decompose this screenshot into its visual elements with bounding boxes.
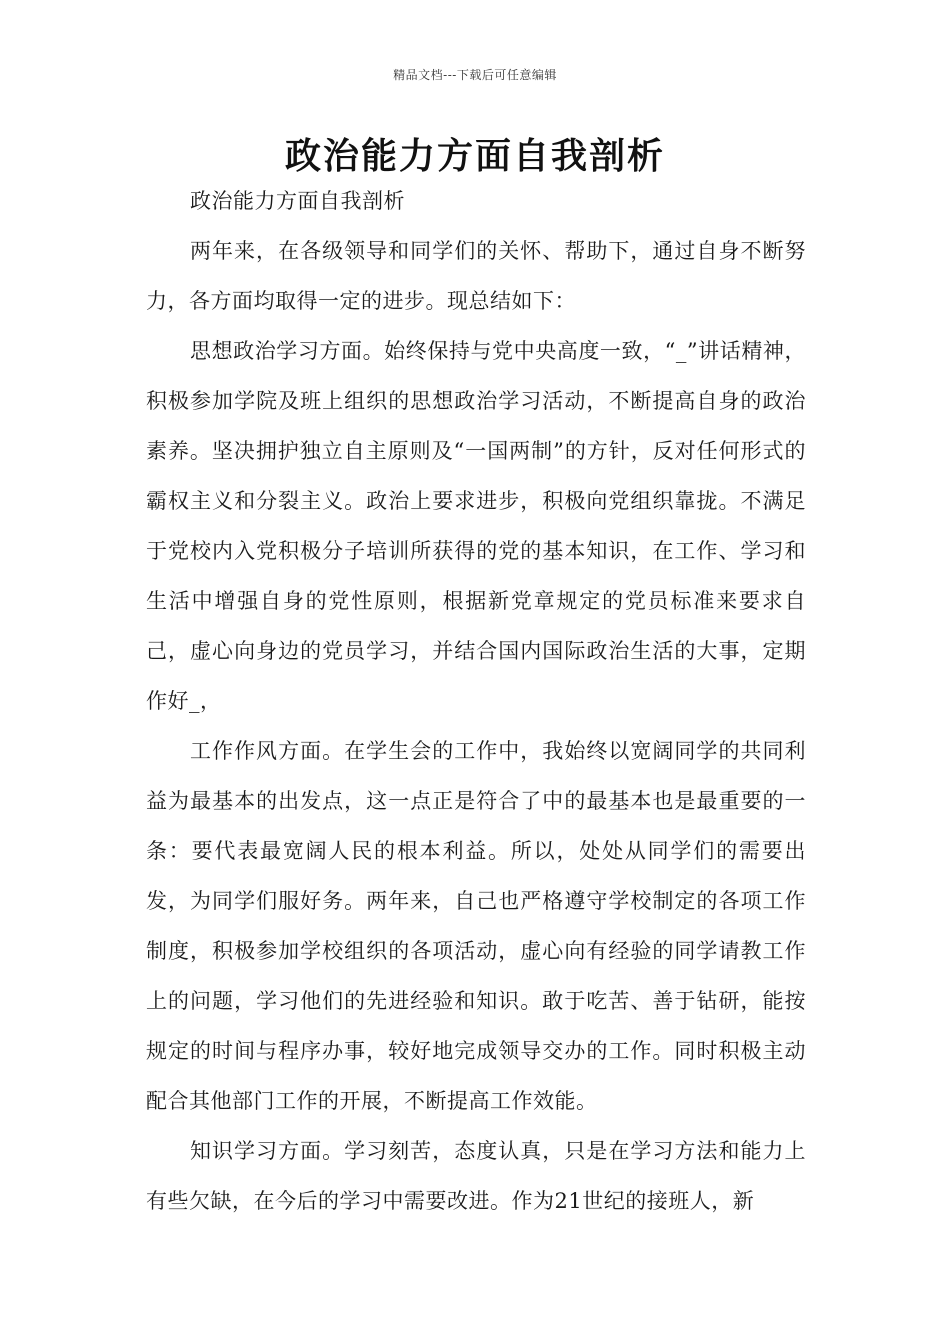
paragraph-work-style: 工作作风方面。在学生会的工作中，我始终以宽阔同学的共同利益为最基本的出发点，这一点正是符合了中的最基本也是最重要的一条：要代表最宽阔人民的根本利益。所以，处处从同学们的需要出发，为同学们服好务。两年来，自己也严格遵守学校制定的各项工作制度，积极参加学校组织的各项活动，虚心向有经验的同学请教工作上的问题，学习他们的先进经验和知识。敢于吃苦、善于钻研，能按规定的时间与程序办事，较好地完成领导交办的工作。同时积极主动配合其他部门工作的开展，不断提高工作效能。 [146, 739, 806, 1113]
paragraph-political-study: 思想政治学习方面。始终保持与党中央高度一致，“_”讲话精神，积极参加学院及班上组织的思想政治学习活动，不断提高自身的政治素养。坚决拥护独立自主原则及“一国两制”的方针，反对任何形式的霸权主义和分裂主义。政治上要求进步，积极向党组织靠拢。不满足于党校内入党积极分子培训所获得的党的基本知识，在工作、学习和生活中增强自身的党性原则，根据新党章规定的党员标准来要求自己，虚心向身边的党员学习，并结合国内国际政治生活的大事，定期作好_， [146, 339, 806, 713]
paragraph-knowledge-study: 知识学习方面。学习刻苦，态度认真，只是在学习方法和能力上有些欠缺，在今后的学习中需要改进。作为21世纪的接班人，新 [146, 1139, 806, 1213]
document-title: 政治能力方面自我剖析 [284, 136, 665, 177]
header-note: 精品文档---下载后可任意编辑 [393, 68, 557, 82]
paragraph-subtitle: 政治能力方面自我剖析 [190, 189, 405, 213]
paragraph-intro: 两年来，在各级领导和同学们的关怀、帮助下，通过自身不断努力，各方面均取得一定的进步。现总结如下： [146, 239, 806, 313]
document-body [146, 176, 806, 1226]
